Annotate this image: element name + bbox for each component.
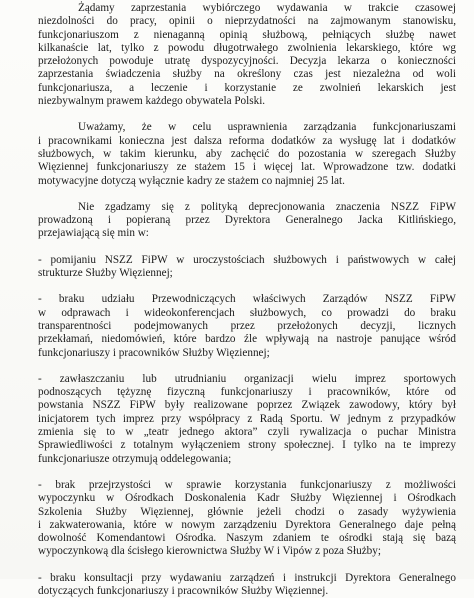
list-item-consultations xyxy=(38,572,456,598)
text-line: - zawłaszczaniu lub utrudnianiu organizacji wielu imprez sportowych xyxy=(38,372,456,385)
text-line: przełożonych powoduje utratę dyspozycyjności. Decyzja lekarza o konieczności xyxy=(38,55,456,68)
text-line: transparentności podejmowanych przez przełożonych decyzji, licznych xyxy=(38,319,456,332)
text-line: funkcjonariuszy i pracowników Służby Więziennej; xyxy=(38,346,270,359)
text-line: Uważamy, że w celu usprawnienia zarządzania funkcjonariuszami xyxy=(78,121,456,134)
text-line: przejawiającą się min w: xyxy=(38,227,149,240)
text-line: niezdolności do pracy, opinii o nieprzydatności na zajmowanym stanowisku, xyxy=(38,15,456,28)
text-line: Nie zgadzamy się z polityką deprecjonowania znaczenia NSZZ FiPW xyxy=(78,200,456,213)
text-line: funkcjonariusza, a leczenie i korzystanie ze zwolnień lekarskich jest xyxy=(38,81,456,94)
text-line: - brak przejrzystości w sprawie korzystania funkcjonariuszy z możliwości xyxy=(38,478,456,491)
text-line: strukturze Służby Więziennej; xyxy=(38,267,173,280)
text-line: Szkolenia Służby Więziennej, głównie jeżeli chodzi o zasady wyżywienia xyxy=(38,505,456,518)
list-item-sports-events xyxy=(38,373,456,466)
text-line: kilkanaście lat, tylko z powodu długotrwałego zwolnienia lekarskiego, które wg xyxy=(38,41,456,54)
text-line: funkcjonariuszom z nienaganną opinią służbową, pełniących służbę nawet xyxy=(38,28,456,41)
text-line: - braku konsultacji przy wydawaniu zarządzeń i instrukcji Dyrektora Generalnego xyxy=(38,571,456,584)
text-line: służbowych, w takim kierunku, aby zachęcić do pozostania w szeregach Służby xyxy=(38,147,456,160)
list-item-ceremonies xyxy=(38,254,456,281)
text-line: dotyczących funkcjonariuszy i pracowników Służby Więziennej. xyxy=(38,584,329,597)
text-line: i zakwaterowania, które w nowym zarządzeniu Dyrektora Generalnego daje pełną xyxy=(38,518,456,531)
text-line: motywacyjne dotyczą wyłącznie kadry ze stażem co najmniej 25 lat. xyxy=(38,174,345,187)
text-line: Sprawiedliwości z totalnym wyłączeniem strony społecznej. I tylko na te imprezy xyxy=(38,439,456,452)
text-line: i pracownikami konieczna jest dalsza reforma dodatków za wysługę lat i dodatków xyxy=(38,134,456,147)
text-line: zmienia się to w „teatr jednego aktora” czyli rywalizacja o puchar Ministra xyxy=(38,426,456,439)
text-line: - pomijaniu NSZZ FiPW w uroczystościach służbowych i państwowych w całej xyxy=(38,253,456,266)
text-line: - braku udziału Przewodniczących właściwych Zarządów NSZZ FiPW xyxy=(38,293,456,306)
text-line: w odprawach i wideokonferencjach służbowych, co prowadzi do braku xyxy=(38,306,456,319)
list-item-briefings xyxy=(38,293,456,359)
text-line: funkcjonariusze otrzymują oddelegowania; xyxy=(38,452,232,465)
document-body xyxy=(38,2,456,598)
text-line: niezbywalnym prawem każdego obywatela Polski. xyxy=(38,95,266,108)
text-line: powstania NSZZ FiPW były realizowane poprzez Związek zawodowy, który był xyxy=(38,399,456,412)
text-line: Więziennej funkcjonariuszy ze stażem 15 i więcej lat. Wprowadzone tzw. dodatki xyxy=(38,161,456,174)
list-item-training-centers xyxy=(38,479,456,559)
text-line: inicjatorem tych imprez przy współpracy z Radą Sportu. W jednym z przypadków xyxy=(38,412,456,425)
text-line: zaprzestania świadczenia służby na określony czas jest niezależna od woli xyxy=(38,68,456,81)
paragraph-sick-leave-opinions xyxy=(38,2,456,108)
paragraph-allowance-reform xyxy=(38,121,456,187)
text-line: dowolność Komendantowi Ośrodka. Naszym zdaniem te ośrodki stają się bazą xyxy=(38,532,456,545)
text-line: wypoczynku w Ośrodkach Doskonalenia Kadr Służby Więziennej i Ośrodkach xyxy=(38,492,456,505)
text-line: przekłamań, niedomówień, które bardzo źle wpływają na nastroje panujące wśród xyxy=(38,333,456,346)
text-line: Żądamy zaprzestania wybiórczego wydawania w trakcie czasowej xyxy=(78,2,456,14)
text-line: prowadzoną i popieraną przez Dyrektora Generalnego Jacka Kitlińskiego, xyxy=(38,214,456,227)
paragraph-union-policy xyxy=(38,201,456,241)
text-line: wypoczynkową dla ścisłego kierownictwa Służby W i Vipów z poza Służby; xyxy=(38,545,381,558)
text-line: podnoszących tężyznę fizyczną funkcjonariuszy i pracowników, które od xyxy=(38,386,456,399)
